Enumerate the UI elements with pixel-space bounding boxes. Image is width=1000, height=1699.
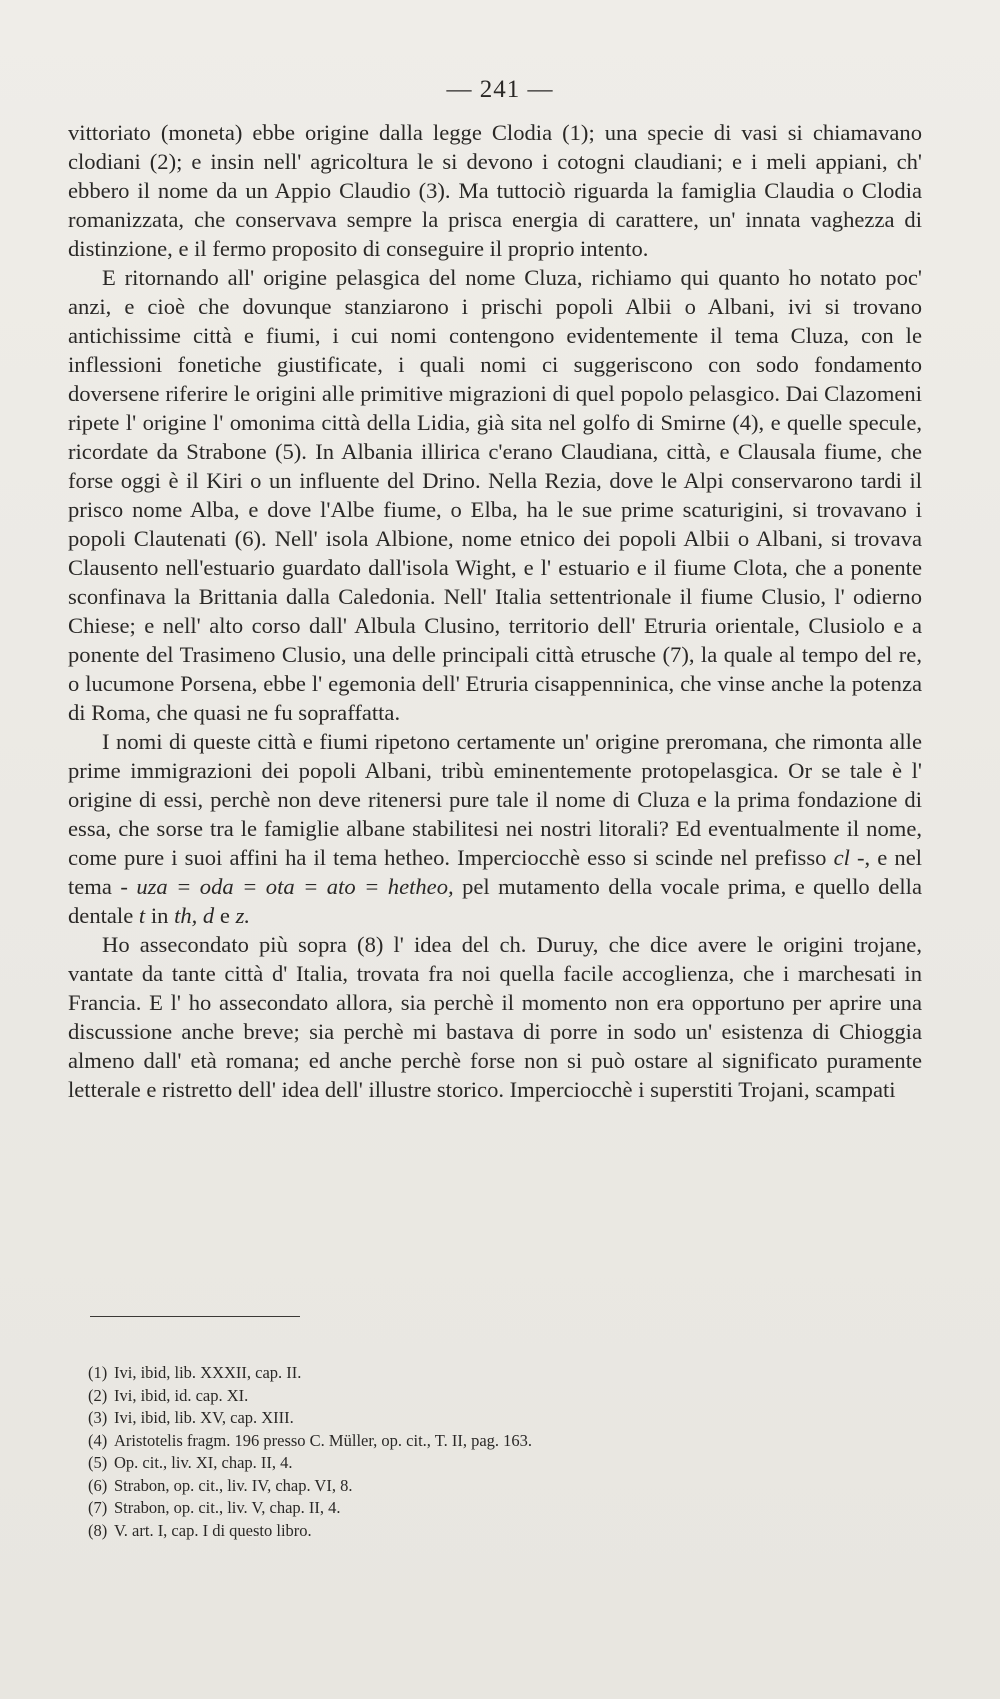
footnote-text: Ivi, ibid, id. cap. XI. — [114, 1385, 249, 1405]
footnote-number: (4) — [88, 1430, 108, 1450]
footnote-item — [88, 1497, 788, 1520]
footnote-number: (5) — [88, 1453, 108, 1472]
footnote-text: Aristotelis fragm. 196 presso C. Müller, op. cit., T. II, pag. 163. — [114, 1430, 533, 1450]
letters-th-d: th, d — [174, 903, 215, 928]
paragraph-3-mid-1: -, e nel tema - — [68, 845, 922, 899]
footnote-text: V. art. I, cap. I di questo libro. — [114, 1520, 312, 1540]
footnote-item — [88, 1385, 788, 1408]
footnote-text: Op. cit., liv. XI, chap. II, 4. — [114, 1453, 293, 1472]
footnote-item — [88, 1362, 788, 1385]
footnote-item — [88, 1520, 788, 1543]
footnote-number: (3) — [88, 1408, 108, 1427]
footnote-text: Ivi, ibid, lib. XXXII, cap. II. — [114, 1363, 302, 1382]
paragraph-3 — [68, 727, 922, 930]
paragraph-2: E ritornando all' origine pelasgica del nome Cluza, richiamo qui quanto ho notato poc' anzi, e cioè che dovunque stanziarono i prischi popoli Albii o Albani, ivi si trovano antichissime città e fiumi, i cui nomi contengono evidentemente il tema Cluza, con le inflessioni fonetiche giustificate, i quali nomi ci suggeriscono con sodo fondamento doversene riferire le origini alle primitive migrazioni di quel popolo pelasgico. Dai Clazomeni ripete l' origine l' omonima città della Lidia, già sita nel golfo di Smirne (4), e quelle specule, ricordate da Strabone (5). In Albania illirica c'erano Claudiana, città, e Clausala fiume, che forse oggi è il Kiri o un influente del Drino. Nella Rezia, dove le Alpi conservarono tardi il prisco nome Alba, e dove l'Albe fiume, o Elba, ha le sue prime scaturigini, si trovavano i popoli Clautenati (6). Nell' isola Albione, nome etnico dei popoli Albii o Albani, si trovava Clausento nell'estuario guardato dall'isola Wight, e l' estuario e il fiume Clota, che a ponente sconfinava la Brittania dalla Caledonia. Nell' Italia settentrionale il fiume Clusio, l' odierno Chiese; e nell' alto corso dall' Albula Clusino, territorio dell' Etruria orientale, Clusiolo e a ponente del Trasimeno Clusio, una delle principali città etrusche (7), la quale al tempo del re, o lucumone Porsena, ebbe l' egemonia dell' Etruria cisappenninica, che vinse anche la potenza di Roma, che quasi ne fu sopraffatta. — [68, 265, 922, 725]
paragraph-4: Ho assecondato più sopra (8) l' idea del ch. Duruy, che dice avere le origini trojane, vantate da tante città d' Italia, trovata fra noi quella facile accoglienza, che i marchesati in Francia. E l' ho assecondato allora, sia perchè il momento non era opportuno per aprire una discussione anche breve; sia perchè mi bastava di porre in sodo un' esistenza di Chioggia almeno dall' età romana; ed anche perchè forse non si può ostare al significato puramente letterale e ristretto dell' idea dell' illustre storico. Imperciocchè i superstiti Trojani, scampati — [68, 932, 922, 1102]
footnote-number: (1) — [88, 1363, 108, 1382]
paragraph-3-text: I nomi di queste città e fiumi ripetono certamente un' origine preromana, che rimonta alle prime immigrazioni dei popoli Albani, tribù eminentemente protopelasgica. Or se tale è l' origine di essi, perchè non deve ritenersi pure tale il nome di Cluza e la prima fondazione di essa, che sorse tra le famiglie albane stabilitesi nei nostri litorali? Ed eventualmente il nome, come pure i suoi affini ha il tema hetheo. Imperciocchè esso si scinde nel prefisso — [68, 729, 922, 870]
paragraph-1: vittoriato (moneta) ebbe origine dalla legge Clodia (1); una specie di vasi si chiamavano clodiani (2); e insin nell' agricoltura le si devono i cotogni claudiani; e i meli appiani, ch' ebbero il nome da un Appio Claudio (3). Ma tuttociò riguarda la famiglia Claudia o Clodia romanizzata, che conservava sempre la prisca energia di carattere, un' innata vaghezza di distinzione, e il fermo proposito di conseguire il proprio intento. — [68, 120, 922, 261]
letter-z: z. — [235, 903, 251, 928]
main-text — [68, 118, 922, 1104]
page-number: — 241 — — [446, 76, 554, 103]
letter-t: t — [138, 903, 146, 928]
footnote-item — [88, 1407, 788, 1430]
footnote-divider — [90, 1316, 300, 1317]
paragraph-3-mid-3: in — [145, 903, 169, 928]
footnote-number: (8) — [88, 1520, 108, 1540]
footnote-text: Strabon, op. cit., liv. IV, chap. VI, 8. — [114, 1475, 353, 1495]
footnote-item — [88, 1475, 788, 1498]
paragraph-3-mid-4: e — [214, 903, 230, 928]
theme-equation: uza = oda = ota = ato = hetheo, — [136, 874, 454, 899]
prefix-cl: cl — [833, 845, 850, 870]
footnote-item — [88, 1452, 788, 1475]
footnotes — [88, 1362, 788, 1542]
footnote-number: (6) — [88, 1475, 108, 1495]
footnote-text: Strabon, op. cit., liv. V, chap. II, 4. — [114, 1498, 341, 1517]
paragraph-3-mid-2: pel mutamento della vocale prima, e quello della dentale — [68, 874, 922, 928]
footnote-item — [88, 1430, 788, 1453]
footnote-number: (2) — [88, 1385, 108, 1405]
footnote-text: Ivi, ibid, lib. XV, cap. XIII. — [114, 1408, 294, 1427]
footnote-number: (7) — [88, 1498, 108, 1517]
